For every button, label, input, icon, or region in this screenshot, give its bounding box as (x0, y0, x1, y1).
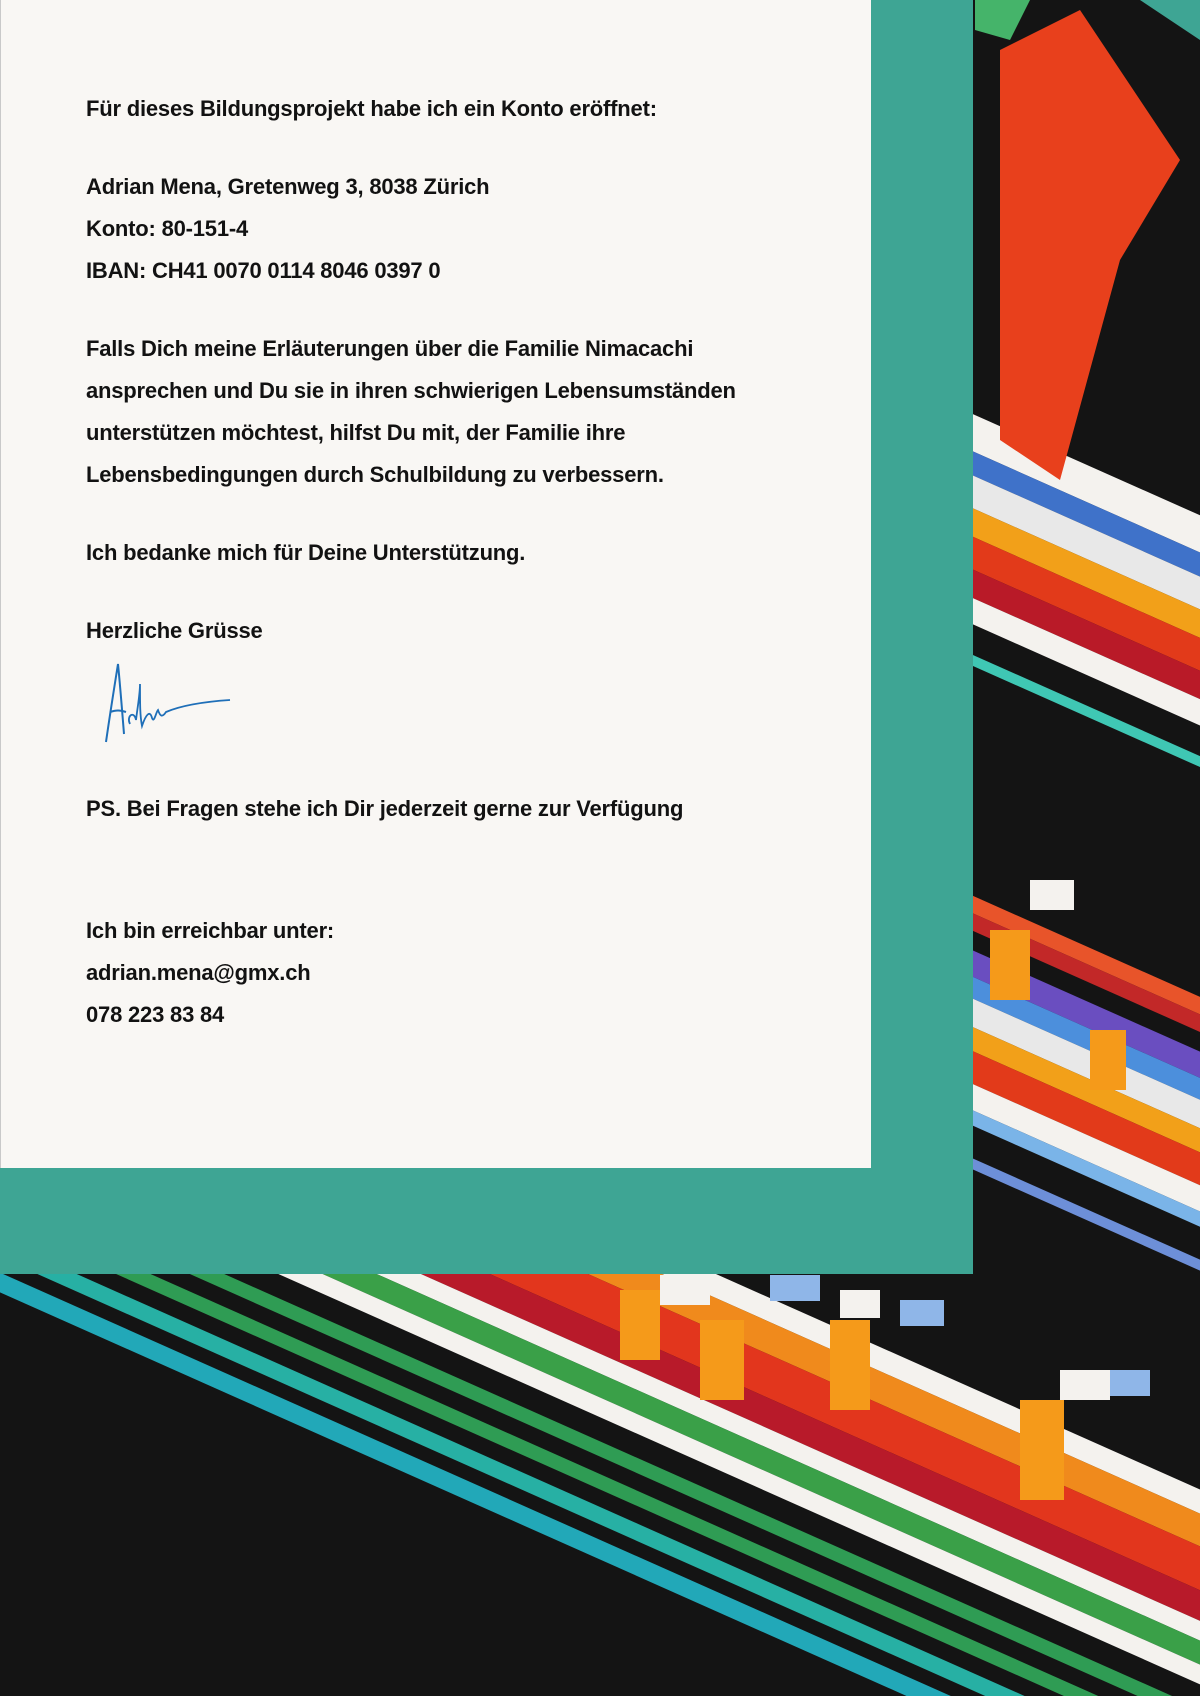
intro-line: Für dieses Bildungsprojekt habe ich ein Konto eröffnet: (86, 96, 657, 121)
contact-phone: 078 223 83 84 (86, 1002, 225, 1027)
body-line-2: ansprechen und Du sie in ihren schwierigen Lebensumständen (86, 378, 736, 403)
thanks-line: Ich bedanke mich für Deine Unterstützung. (86, 540, 526, 565)
body-line-3: unterstützen möchtest, hilfst Du mit, der Familie ihre (86, 420, 626, 445)
contact-heading: Ich bin erreichbar unter: (86, 918, 335, 943)
greeting: Herzliche Grüsse (86, 618, 263, 643)
iban: IBAN: CH41 0070 0114 8046 0397 0 (86, 258, 441, 283)
body-line-4: Lebensbedingungen durch Schulbildung zu verbessern. (86, 462, 664, 487)
signature (100, 654, 240, 754)
contact-email: adrian.mena@gmx.ch (86, 960, 311, 985)
ps-line: PS. Bei Fragen stehe ich Dir jederzeit gerne zur Verfügung (86, 796, 684, 821)
body-line-1: Falls Dich meine Erläuterungen über die Familie Nimacachi (86, 336, 694, 361)
account-holder: Adrian Mena, Gretenweg 3, 8038 Zürich (86, 174, 490, 199)
letter-content (86, 88, 846, 1036)
account-number: Konto: 80-151-4 (86, 216, 249, 241)
